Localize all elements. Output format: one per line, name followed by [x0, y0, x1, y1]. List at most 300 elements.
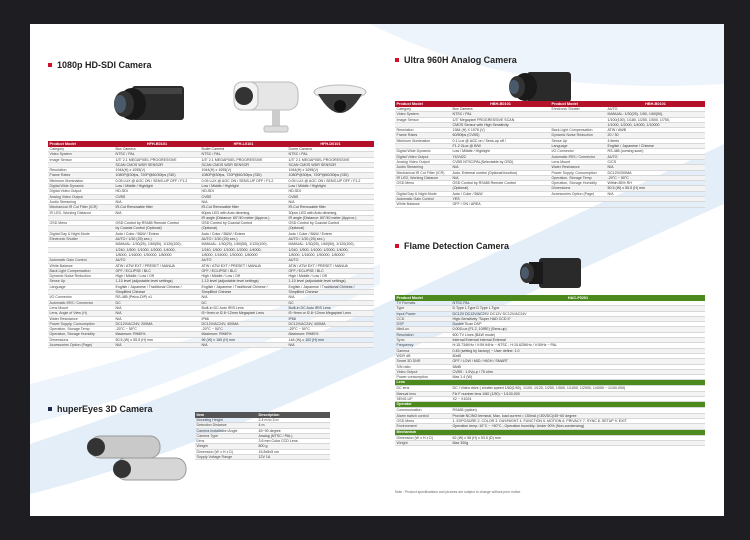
table-cell: 1080P@30fps, 720P@60/30fps (SDI) [287, 173, 374, 178]
table-cell: ATW / ATW EXT / PRESET / MANUA [287, 263, 374, 268]
table-cell: IR angle (Distance: 60°/40 meter (Approx.) [200, 215, 287, 220]
table-cell: IR LED, Working Distance [48, 210, 114, 215]
table-cell: Language [48, 284, 114, 289]
table-cell: I/O Connector [48, 295, 114, 300]
table-cell: CVBS NTSC/PAL(Selectable by OSD) [451, 159, 550, 164]
hupereyes-spec-table [195, 412, 330, 460]
table-cell: Analog (NTSC / PAL) [257, 433, 330, 438]
table-cell: MANUAL: 1/30(25), 1/60(50), 1/120(100), [114, 242, 200, 247]
table-cell: AUTO [114, 258, 200, 263]
table-cell: IP66 [287, 316, 374, 321]
table-cell: I/O Connector [550, 149, 606, 154]
table-cell: DC [200, 300, 287, 305]
table-cell: DC12V/AC24V, 400MA [200, 321, 287, 326]
header-cell: HFH-D0101 [287, 141, 374, 147]
table-cell: N/A [200, 295, 287, 300]
analog-spec-table [395, 101, 705, 208]
table-cell: SCAN CMOS WDR SENSOR [200, 162, 287, 167]
table-cell: Manual lens [395, 391, 451, 396]
table-cell: HD-SDI [287, 189, 374, 194]
hdsdi-table-body [48, 147, 374, 348]
table-cell: Mounting Height [195, 418, 257, 423]
table-cell: F1.2 0Lux @ B/W [451, 144, 550, 149]
table-cell: Lens Mount [550, 159, 606, 164]
table-cell: by Coaxial Control (Optional) [114, 226, 200, 231]
table-cell: IR-Cut Removable filter [114, 205, 200, 210]
table-cell: Internal External Internal External [451, 338, 705, 343]
table-cell: Auto, External control (Optional function) [451, 170, 550, 175]
table-cell: SCAN CMOS WDR SENSOR [287, 162, 374, 167]
table-cell: 0.05 LUX @ AGC ON / SENS-UP OFF / F1.2 [287, 178, 374, 183]
table-cell: Dimension (W x H x D) [395, 435, 451, 440]
table-row [395, 440, 705, 445]
table-cell: H:15.734KHz / V:59.94Hz ~ NTSC ; H:15.625KHz / V:50Hz ~ PAL [451, 343, 705, 348]
header-cell: HAC-F0201 [451, 295, 705, 301]
table-cell: Auto / Color / B&W / Extern [200, 231, 287, 236]
table-cell: Category [48, 147, 114, 152]
table-cell: ATW / ATW EXT / PRESET / MANUA [114, 263, 200, 268]
table-cell: RS485 (option) [451, 408, 705, 413]
table-cell: Electronic Shutter [48, 237, 114, 242]
dome-camera-image [310, 82, 370, 128]
table-cell: CVBS : 1.0Vp-p / 75 ohm [451, 369, 705, 374]
table-cell: Water Resistance [550, 165, 606, 170]
table-cell: 0.45 (setting by factory) ~ User define: 1.0 [451, 348, 705, 353]
table-cell: NTSC PAL [451, 301, 705, 306]
table-cell: -20°C ~ 50°C [287, 327, 374, 332]
table-cell: Power Supply, Consumption [550, 170, 606, 175]
table-cell: 20 / 30 [606, 133, 705, 138]
header-cell: HBH-B0101 [606, 101, 705, 107]
table-cell: 50.5 (W) x 55.5 (H) mm [114, 337, 200, 342]
table-cell: YUV422 [451, 154, 550, 159]
table-cell: Lens, Angle of View (H) [48, 311, 114, 316]
table-cell: N/A [114, 316, 200, 321]
table-cell: Dynamic Noise Reduction [550, 133, 606, 138]
table-cell: 0.1 Lux @ AGC on / Sens-up off / [451, 138, 550, 143]
table-cell: 60/50fps (CVBS) [451, 133, 550, 138]
table-cell: Resolution [395, 332, 451, 337]
table-cell: DC / Video drive ( shutter speed 1/60(1/50), 1/100, 1/120, 1/250, 1/500, 1/1000, 1/2000, 1/4000 ~ 1/100,000) [451, 386, 705, 391]
table-cell: IP66 [200, 316, 287, 321]
table-cell: Automatic IRIS / Connector [48, 300, 114, 305]
table-cell: DC12V DC12V/AC24V DC12V DC12V/AC24V [451, 311, 705, 316]
header-cell: HFH-B0101 [114, 141, 200, 147]
table-cell: f3~9mm or f2.8~12mm Megapixel Lens [200, 311, 287, 316]
table-cell: (Optional) [287, 226, 374, 231]
table-cell: OSD Control by RS485 Remote Control [451, 181, 550, 186]
table-cell: DC [114, 300, 200, 305]
table-cell: HD-SDI [114, 189, 200, 194]
table-cell: Digital Wide Dynamic [395, 149, 451, 154]
table-cell: Gamma [395, 348, 451, 353]
table-cell: AUTO [287, 258, 374, 263]
table-cell: Video System [48, 152, 114, 157]
table-cell: Box Camera [451, 107, 550, 112]
table-cell: Dimensions [48, 337, 114, 342]
header-cell: Product Model [395, 101, 451, 107]
table-cell: 45~90 degree [257, 428, 330, 433]
table-cell: Type [395, 306, 451, 311]
empty-cell [606, 202, 705, 207]
table-cell: Detection Distance [195, 423, 257, 428]
table-cell: N/A [451, 175, 550, 180]
table-cell: NTSC / PAL [114, 152, 200, 157]
table-cell: Simplified Chinese [200, 290, 287, 295]
table-cell: OSD Menu [48, 221, 114, 226]
table-cell: CVBS [200, 194, 287, 199]
table-cell: 1/1000, 1/2000, 1/4000, 1/10000 [606, 122, 705, 127]
table-cell: Back Light Compensation [48, 268, 114, 273]
table-cell: SENS-UP [395, 397, 451, 402]
subsection-label: Operator [395, 402, 705, 408]
table-cell: Operation, Storage Temp [550, 175, 606, 180]
table-cell: 1080P@30fps, 720P@60/30fps (SDI) [200, 173, 287, 178]
table-cell: 0.05 LUX @ AGC ON / SENS-UP OFF / F1.2 [200, 178, 287, 183]
table-cell: OFF / ECLIPSE / BLC [114, 268, 200, 273]
table-cell: Auto / Color / B&W / Extern [114, 231, 200, 236]
subsection-label: Lens [395, 380, 705, 386]
table-cell: OSD Menu [395, 418, 451, 423]
flame-spec-table [395, 295, 705, 446]
table-cell: AUTO / 1/30 (25) sec.) [287, 237, 374, 242]
table-cell: CVBS [114, 194, 200, 199]
table-cell: HD-SDI [200, 189, 287, 194]
header-cell: HFH-L0101 [200, 141, 287, 147]
table-cell: 1/8000, 1/16000, 1/50000, 1/80000 [114, 252, 200, 257]
table-cell: -20°C ~ 50°C [606, 175, 705, 180]
table-cell: OSD Control by Coaxial Control [287, 221, 374, 226]
table-cell: Simplified Chinese [287, 290, 374, 295]
table-cell: 12V 1A [257, 455, 330, 460]
table-cell: Digital Video Output [48, 189, 114, 194]
table-cell: Maximum: RH80% [287, 332, 374, 337]
table-cell: 1080P@30fps, 720P@60/30fps (SDI) [114, 173, 200, 178]
table-cell: Dome Camera [287, 147, 374, 152]
table-cell: MANUAL: 1/30(25), 1/50, 1/60(50), [606, 112, 705, 117]
table-cell: Language [550, 144, 606, 149]
analog-table-body [395, 107, 705, 207]
table-cell: 1/3" 2.1 MEGAPIXEL PROGRESSIVE [114, 157, 200, 162]
table-cell: N/A [200, 342, 287, 347]
table-cell: S/N ratio [395, 364, 451, 369]
table-cell: AUTO [606, 154, 705, 159]
table-cell: Accessories Option (Page) [550, 191, 606, 196]
table-cell: Water Resistance [48, 316, 114, 321]
section-title-analog [395, 55, 517, 65]
table-cell: Operation, Storage Humidity [550, 181, 606, 186]
table-cell: N/A [287, 295, 374, 300]
table-cell: ATW / AWB [606, 128, 705, 133]
table-cell: 1/3" Megapixel PROGRESSIVE SCAN [451, 117, 550, 122]
table-cell: Minimum Illumination [395, 138, 451, 143]
table-cell: N/A [287, 342, 374, 347]
footnote: Note : Product specifications and pictures are subject to change without prior notice. [395, 490, 522, 494]
table-cell: Automatic IRIS / Connector [550, 154, 606, 159]
table-cell: N/A [114, 342, 200, 347]
hdsdi-spec-table [48, 141, 374, 348]
table-cell: DC lens [395, 386, 451, 391]
table-cell: OFF / LOW / MID / HIGH / SMART [451, 359, 705, 364]
section-title-text: Flame Detection Camera [404, 241, 510, 251]
table-cell: 4 m [257, 423, 330, 428]
table-cell: Environment [395, 424, 451, 429]
table-cell: Mechanical IR Cut Filter (ICR) [48, 205, 114, 210]
table-cell: 2.4 m to 3 m [257, 418, 330, 423]
table-cell: English / Japanese / Traditional Chinese / [200, 284, 287, 289]
table-cell: 60pcs LED with Auto dimming, [200, 210, 287, 215]
table-cell: IR LED, Working Distance [395, 175, 451, 180]
table-cell: High / Middle / Low / Off [200, 274, 287, 279]
table-cell: Power Supply, Consumption [48, 321, 114, 326]
table-cell: IR-Cut Removable filter [287, 205, 374, 210]
table-cell: Communication [395, 408, 451, 413]
table-cell: 1/240, 1/500, 1/1000, 1/2000, 1/4000, [287, 247, 374, 252]
brochure-page [30, 24, 724, 516]
table-cell: Frequency [395, 343, 451, 348]
table-cell: Audio Streaming [48, 199, 114, 204]
table-cell: X2 ~ X1024 [451, 397, 705, 402]
table-cell: NTSC / PAL [287, 152, 374, 157]
table-cell: Built-in DC Auto IRIS Lens [287, 305, 374, 310]
flame-camera-image [515, 252, 585, 294]
table-cell: MiniLux [395, 327, 451, 332]
table-cell: Weight [195, 444, 257, 449]
section-title-text: Ultra 960H Analog Camera [404, 55, 517, 65]
table-cell: 62 (W) x 58 (H) x 93.5 (D) mm [451, 435, 705, 440]
table-cell: Back Light Compensation [550, 128, 606, 133]
empty-cell [550, 202, 606, 207]
table-cell: 96 (W) x 165 (H) mm [200, 337, 287, 342]
table-cell: High / Middle / Low / Off [114, 274, 200, 279]
table-cell: DC12V/AC24V, 200MA [114, 321, 200, 326]
table-cell: Auto / Color / B&W [451, 191, 550, 196]
table-cell: English / Japanese / Traditional Chinese / [114, 284, 200, 289]
table-cell: 50.5 (W) x 55.5 (H) mm [606, 186, 705, 191]
table-cell: Low / Middle / Highlight [287, 184, 374, 189]
table-cell: Automatic Gain Control [395, 197, 451, 202]
table-cell: MANUAL: 1/30(25), 1/60(50), 1/120(100), [200, 242, 287, 247]
table-cell: N/A [606, 165, 705, 170]
header-cell: Product Model [550, 101, 606, 107]
table-cell: (Optional) [451, 186, 550, 191]
red-bullet-icon [395, 244, 399, 248]
table-cell: DC [287, 300, 374, 305]
table-cell: 0.001Lux (F1.2, 10IRE) (Sens-up) [451, 327, 705, 332]
table-cell: White Balance [395, 202, 451, 207]
table-cell: Auto / Color / B&W / Extern [287, 231, 374, 236]
table-cell: N/A [451, 165, 550, 170]
table-cell: 0.05 LUX @ AGC ON / SENS-UP OFF / F1.2 [114, 178, 200, 183]
table-cell: 3.6 mm Color CCD Lens [257, 439, 330, 444]
table-cell: 80dB [451, 353, 705, 358]
table-cell: Smart 3D DNR [395, 359, 451, 364]
table-cell: f3~9mm or f2.8~12mm Megapixel Lens [287, 311, 374, 316]
table-cell: High / Middle / Low / Off [287, 274, 374, 279]
table-cell: Weight [395, 440, 451, 445]
table-cell: Automatic Gain Control [48, 258, 114, 263]
table-cell: Dynamic Noise Reduction [48, 274, 114, 279]
table-cell: Frame Rates [48, 173, 114, 178]
table-cell: N/A [287, 199, 374, 204]
table-cell: 800 g [257, 444, 330, 449]
table-cell: Electronic Shutter [550, 107, 606, 112]
flame-table-body [395, 301, 705, 446]
table-cell: Maximum: RH80% [114, 332, 200, 337]
table-cell: AUTO [606, 107, 705, 112]
table-cell: OFF / ECLIPSE / BLC [200, 268, 287, 273]
table-cell: Fix F number lens 1/60 (1/50) ~ 1/100,000 [451, 391, 705, 396]
table-row [195, 455, 330, 460]
section-title-hdsdi [48, 60, 152, 70]
table-cell: DC12V/AC24V, 400MA [287, 321, 374, 326]
table-cell: AUTO / 1/30 (25) sec.) [114, 237, 200, 242]
table-cell: Image Sensor [395, 117, 451, 122]
table-cell: SCAN CMOS WDR SENSOR [114, 162, 200, 167]
table-cell: Low / Middle / Highlight [451, 149, 550, 154]
table-cell: Box Camera [114, 147, 200, 152]
table-cell: RS-485 (coming soon) [606, 149, 705, 154]
table-cell: DC12V/200MA [606, 170, 705, 175]
section-title-text: 1080p HD-SDI Camera [57, 60, 152, 70]
table-cell: English / Japanese / Traditional Chinese / [287, 284, 374, 289]
table-cell: Audio Streaming [395, 165, 451, 170]
table-cell: Operation temp.:10°C ~ +50°C ; Operation humidity: Under 90% (Non-condensing) [451, 424, 705, 429]
table-cell: ATW / ATW EXT / PRESET / MANUA [200, 263, 287, 268]
table-cell: -20°C ~ 50°C [200, 327, 287, 332]
table-cell: Mechanical IR Cut Filter (ICR) [395, 170, 451, 175]
table-row [395, 202, 705, 207]
header-cell: HBH-B0101 [451, 101, 550, 107]
table-cell: 1/3" 2.1 MEGAPIXEL PROGRESSIVE [200, 157, 287, 162]
table-cell: Lens [195, 439, 257, 444]
table-cell: YES [451, 197, 550, 202]
table-cell: Sense Up [48, 279, 114, 284]
table-cell: Resolution [48, 168, 114, 173]
table-cell: Analog Video Output [48, 194, 114, 199]
table-cell: 1/240, 1/500, 1/1000, 1/2000, 1/4000, [200, 247, 287, 252]
table-cell: Video Output [395, 369, 451, 374]
table-cell: 1384 (H) X 1076 (V) [451, 128, 550, 133]
table-cell: OSD Control by RS485 Remote Control [114, 221, 200, 226]
table-cell: AUTO / 1/30 (25) sec.) [200, 237, 287, 242]
table-cell: IR angle (Distance: 60°/40 meter (Approx.) [287, 215, 374, 220]
table-row [48, 205, 374, 210]
hupereyes-camera-image [80, 424, 200, 490]
table-cell: 58dB [451, 364, 705, 369]
table-cell: Frame Rates [395, 133, 451, 138]
bullet-camera-image [224, 76, 304, 140]
table-cell: OSD Menu [395, 181, 451, 186]
table-cell: 1/8000, 1/16000, 1/50000, 1/80000 [287, 252, 374, 257]
table-cell: Double Scan DSP [451, 322, 705, 327]
section-title-text: huperEyes 3D Camera [57, 404, 153, 414]
table-cell: Operation, Storage Temp [48, 327, 114, 332]
header-cell: Item [195, 412, 257, 418]
table-cell: Bullet Camera [200, 147, 287, 152]
table-cell: Built-in DC Auto IRIS Lens [200, 305, 287, 310]
table-cell: Sync [395, 338, 451, 343]
table-cell: 4 times [606, 138, 705, 143]
table-cell: Within 85% RH [606, 181, 705, 186]
table-cell: N/A [114, 311, 200, 316]
table-cell: N/A [606, 191, 705, 196]
table-cell: 600 TV Lines (B&W mode) [451, 332, 705, 337]
table-cell: NTSC / PAL [451, 112, 550, 117]
table-cell: CVBS [287, 194, 374, 199]
table-cell: OSD Control by Coaxial Control [200, 221, 287, 226]
table-cell: Low / Middle / Highlight [200, 184, 287, 189]
table-cell: WDR dB [395, 353, 451, 358]
table-cell: 1944(H) x 1095(V) [287, 168, 374, 173]
table-cell: 1944(H) x 1095(V) [200, 168, 287, 173]
table-cell: Low / Middle / Highlight [114, 184, 200, 189]
table-cell: Lens Mount [48, 305, 114, 310]
subsection-label: Mechanism [395, 429, 705, 435]
table-cell: Digital Day & Night Mode [395, 191, 451, 196]
table-cell: Digital Wide Dynamic [48, 184, 114, 189]
table-cell: NTSC / PAL [200, 152, 287, 157]
table-cell: C/CS [606, 159, 705, 164]
hupereyes-table-body [195, 418, 330, 460]
table-cell: D Type L Type D Type L Type [451, 306, 705, 311]
table-cell: CCD [395, 316, 451, 321]
table-cell: 1/100(100), 1/180, 1/250, 1/500, 1/750, [606, 117, 705, 122]
table-cell: Dimension (W x H x D) [195, 449, 257, 454]
table-cell: Minimum Illumination [48, 178, 114, 183]
table-cell: 1/3" 2.1 MEGAPIXEL PROGRESSIVE [287, 157, 374, 162]
table-cell: N/A [114, 210, 200, 215]
table-cell: 15.8x5x5 cm [257, 449, 330, 454]
table-cell: 148 (W) x 102 (H) mm [287, 337, 374, 342]
table-cell: OFF / ECLIPSE / BLC [287, 268, 374, 273]
table-cell: Power consumption [395, 375, 451, 380]
table-cell: MANUAL: 1/30(25), 1/60(50), 1/120(100), [287, 242, 374, 247]
table-cell: Digital Day & Night Mode [48, 231, 114, 236]
table-cell: Alarm switch control [395, 413, 451, 418]
dark-bullet-icon [48, 407, 52, 411]
table-cell: 1/8000, 1/16000, 1/50000, 1/80000 [200, 252, 287, 257]
table-cell: Video System [395, 112, 451, 117]
table-cell: N/A [114, 199, 200, 204]
red-bullet-icon [48, 63, 52, 67]
table-cell: 30pcs LED with Auto dimming, [287, 210, 374, 215]
table-cell: AUTO [200, 258, 287, 263]
section-title-hupereyes [48, 404, 153, 414]
table-cell: Provide NC/NO terminal, Max. load current = 150mA (<30VDC)/45~60 degree [451, 413, 705, 418]
table-cell: RS-485 (Pelco-D/P) x1 [114, 295, 200, 300]
table-cell: 1/240, 1/500, 1/1000, 1/2000, 1/4000, [114, 247, 200, 252]
table-cell: CMOS Sensor with High Sensitivity [451, 122, 550, 127]
table-cell: 1. EXPOSURE 2. COLOR 3. DAY/NIGHT 4. FUNCTION 5. MOTION 6. PRIVACY 7. SYNC 8. SETUP 9. EXIT [451, 418, 705, 423]
table-cell: (Optional) [200, 226, 287, 231]
table-cell: Max 300g [451, 440, 705, 445]
table-cell: Sense Up [550, 138, 606, 143]
table-cell: 1944(H) x 1095(V) [114, 168, 200, 173]
table-cell: OFF / ON / AREA [451, 202, 550, 207]
table-cell: Simplified Chinese [114, 290, 200, 295]
table-cell: English / Japanese / Chinese [606, 144, 705, 149]
table-cell: TV Formats [395, 301, 451, 306]
header-cell: Product Model [395, 295, 451, 301]
table-cell: IR-Cut Removable filter [200, 205, 287, 210]
table-cell: Camera Type [195, 433, 257, 438]
table-cell: Maximum: RH80% [200, 332, 287, 337]
table-cell: 1-10 level (adjustable level settings) [287, 279, 374, 284]
header-cell: Product Model [48, 141, 114, 147]
table-cell: Max 1.4 (W) [451, 375, 705, 380]
box-camera-image [110, 76, 190, 130]
